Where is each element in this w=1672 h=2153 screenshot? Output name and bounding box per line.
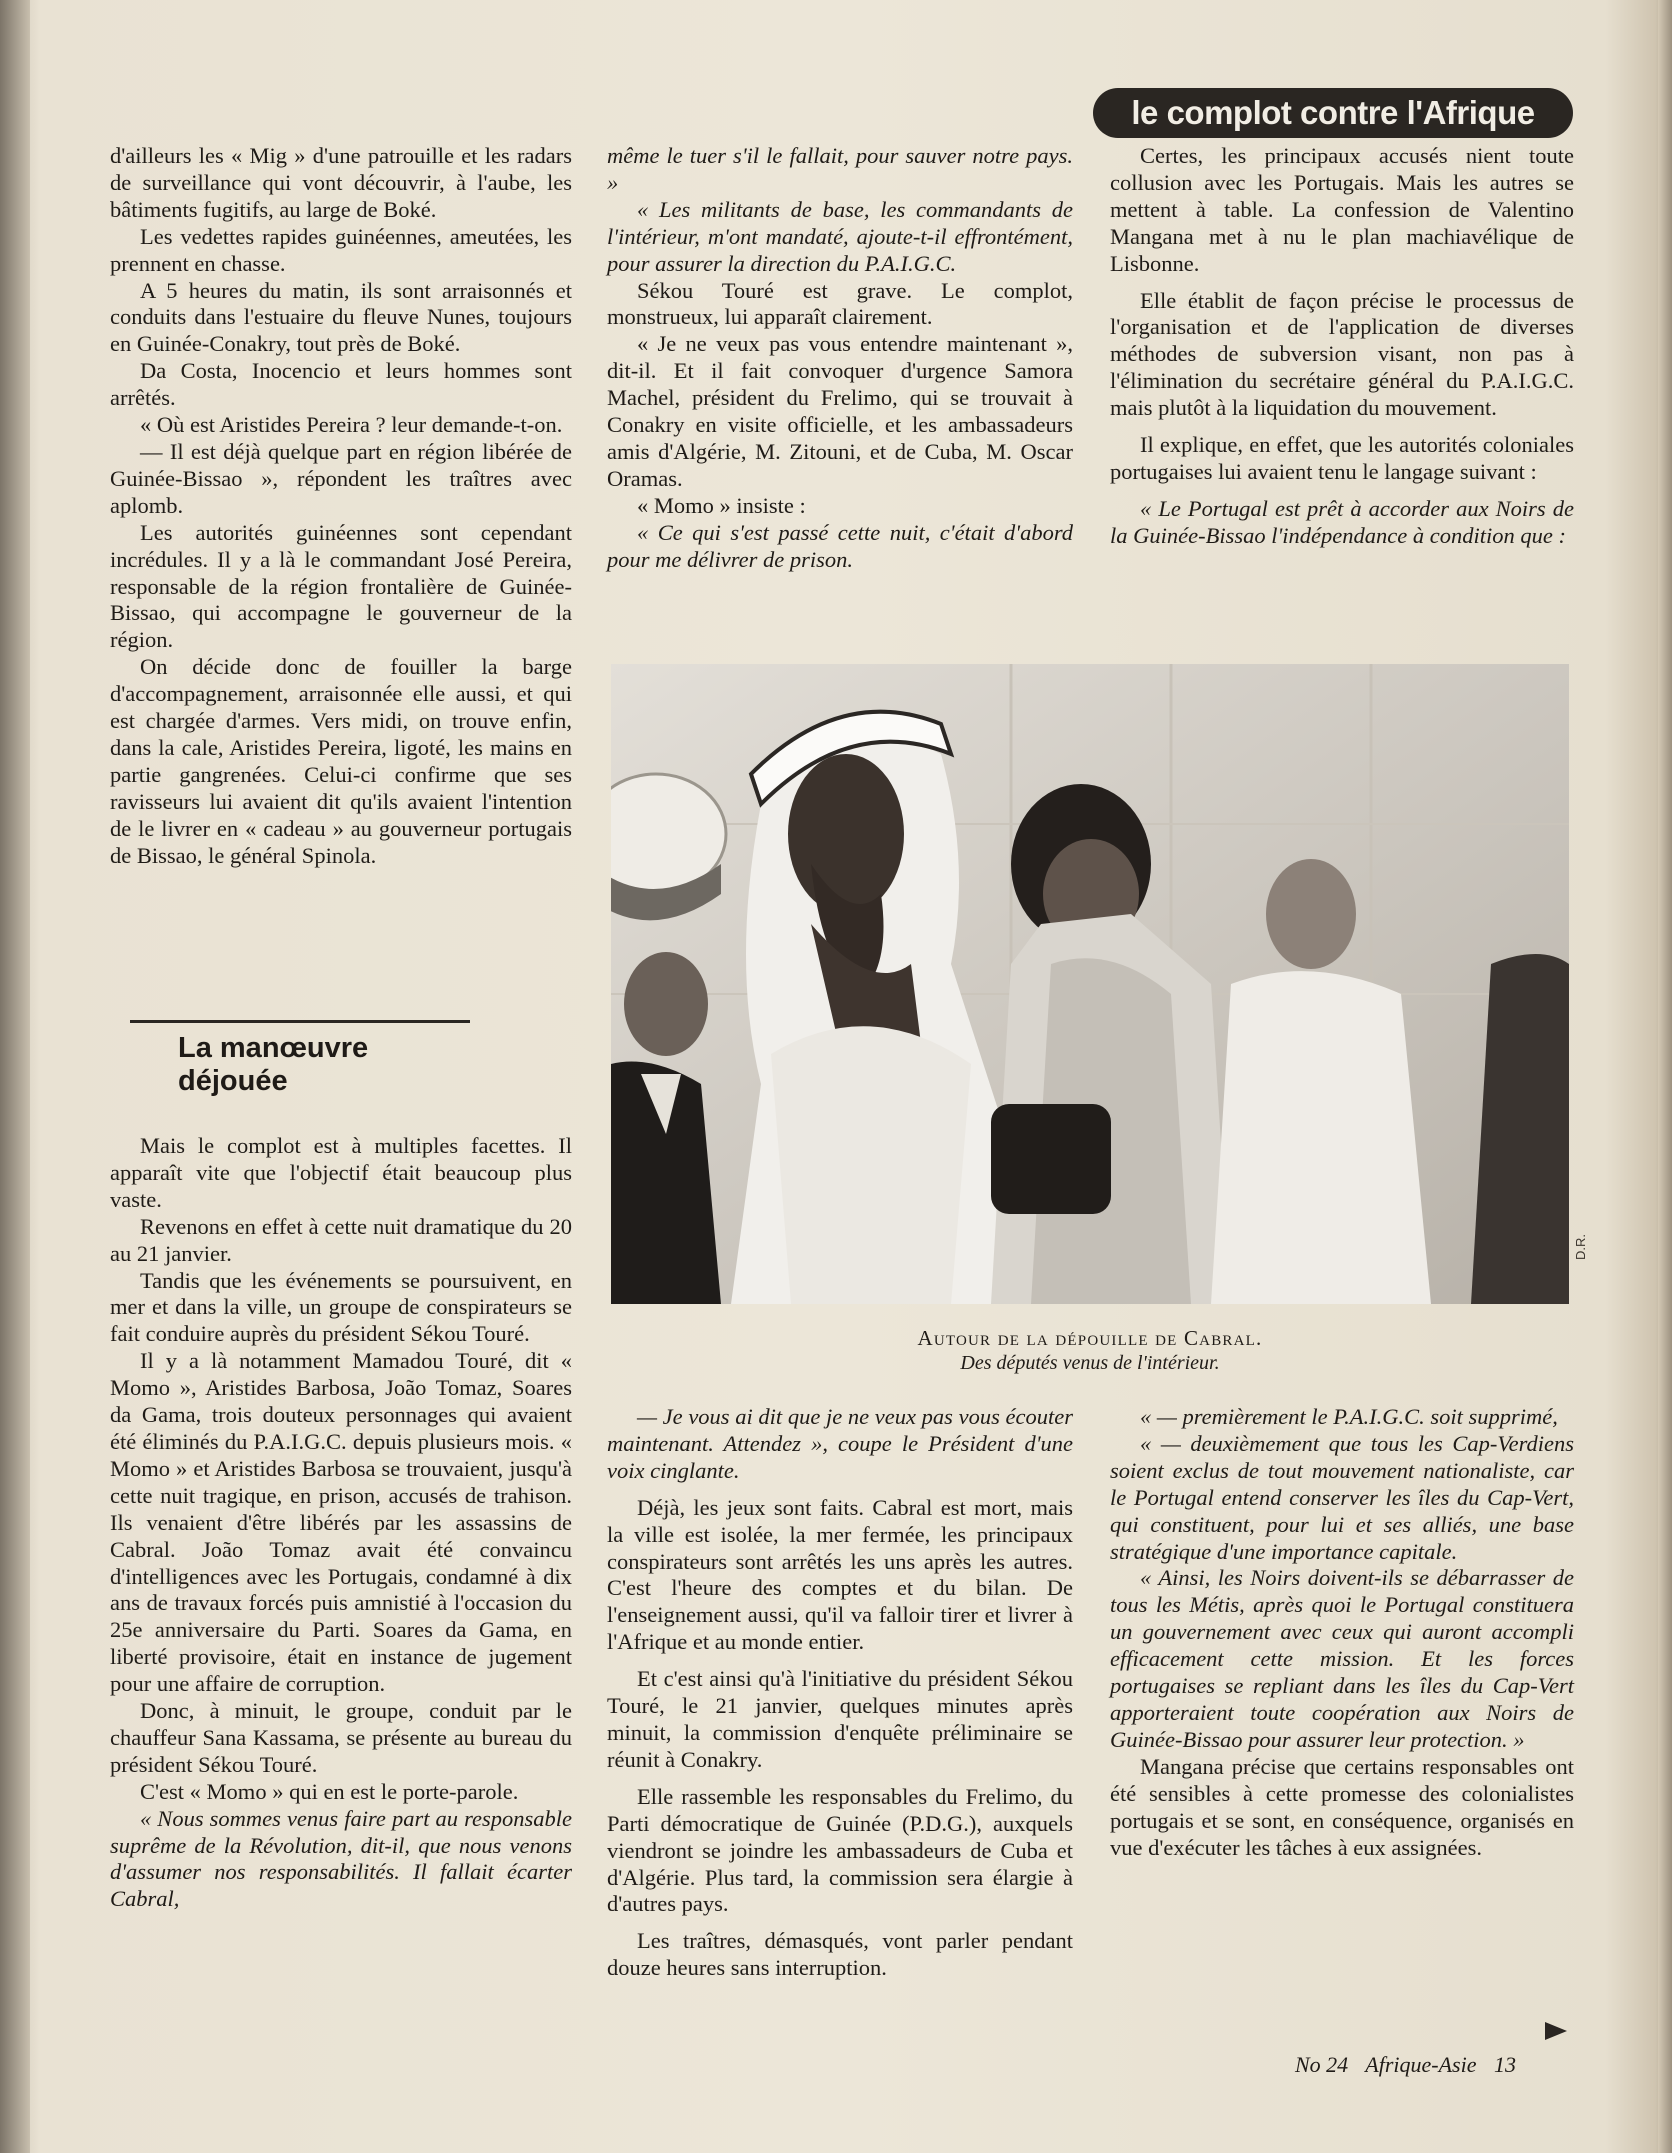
paragraph: Et c'est ainsi qu'à l'initiative du président Sékou Touré, le 21 janvier, quelques minutes après minuit, la commission d'enquête préliminaire se réunit à Conakry. (607, 1666, 1073, 1772)
paragraph: Les vedettes rapides guinéennes, ameutées, les prennent en chasse. (110, 223, 572, 276)
paragraph: même le tuer s'il le fallait, pour sauver notre pays. » (607, 143, 1073, 195)
photo-illustration (611, 664, 1569, 1304)
column-2-bottom (607, 1404, 1073, 1982)
paragraph: On décide donc de fouiller la barge d'accompagnement, arraisonnée elle aussi, et qui est chargée d'armes. Vers midi, on trouve enfin, dans la cale, Aristides Pereira, ligoté, les mains en partie gangrenées. Celui-ci confirme que ses ravisseurs lui avaient dit qu'ils avaient l'intention de le livrer en « cadeau » au gouverneur portugais de Bissao, le général Spinola. (110, 654, 572, 868)
photo-credit: D.R. (1573, 1234, 1588, 1260)
section-subheading (178, 1032, 468, 1098)
paragraph: Tandis que les événements se poursuivent, en mer et dans la ville, un groupe de conspirateurs se fait conduire auprès du président Sékou Touré. (110, 1267, 572, 1347)
section-banner: le complot contre l'Afrique (1093, 88, 1573, 138)
paragraph: Il y a là notamment Mamadou Touré, dit « Momo », Aristides Barbosa, João Tomaz, Soares da Gama, trois douteux personnages qui avaient été éliminés du P.A.I.G.C. depuis plusieurs mois. « Momo » et Aristides Barbosa se trouvaient, jusqu'à cette nuit tragique, en prison, accusés de trahison. Ils venaient d'être libérés par les assassins de Cabral. João Tomaz avait été convaincu d'intelligences avec les Portugais, condamné à dix ans de travaux forcés puis amnistié à l'occasion du 25e anniversaire du Parti. Soares da Gama, en liberté provisoire, était en instance de jugement pour une affaire de corruption. (110, 1348, 572, 1697)
paragraph: Elle établit de façon précise le processus de l'organisation et de l'application de diverses méthodes de subversion visant, non pas à l'élimination du secrétaire général du P.A.I.G.C. mais plutôt à la liquidation du mouvement. (1110, 287, 1574, 421)
page-edge-shadow (1658, 0, 1672, 2153)
paragraph: Certes, les principaux accusés nient toute collusion avec les Portugais. Mais les autres se mettent à table. La confession de Valentino Mangana met à nu le plan machiavélique de Lisbonne. (1110, 143, 1574, 276)
column-3-bottom (1110, 1404, 1574, 1861)
paragraph: Da Costa, Inocencio et leurs hommes sont arrêtés. (110, 358, 572, 411)
caption-title: Autour de la dépouille de Cabral. (917, 1326, 1263, 1350)
news-photo (611, 664, 1569, 1304)
paragraph: Elle rassemble les responsables du Frelimo, du Parti démocratique de Guinée (P.D.G.), auxquels viendront se joindre les ambassadeurs de Cuba et d'Algérie. Plus tard, la commission sera élargie à d'autres pays. (607, 1783, 1073, 1917)
paragraph: Mais le complot est à multiples facettes. Il apparaît vite que l'objectif était beaucoup plus vaste. (110, 1133, 572, 1212)
column-1-top (110, 143, 572, 869)
paragraph: — Il est déjà quelque part en région libérée de Guinée-Bissao », répondent les traîtres avec aplomb. (110, 438, 572, 518)
paragraph: Mangana précise que certains responsables ont été sensibles à cette promesse des colonialistes portugais et se sont, en conséquence, organisés en vue d'exécuter les tâches à eux assignées. (1110, 1753, 1574, 1860)
paragraph: « Les militants de base, les commandants de l'intérieur, m'ont mandaté, ajoute-t-il effrontément, pour assurer la direction du P.A.I.G.C. (607, 196, 1073, 276)
paragraph: Il explique, en effet, que les autorités coloniales portugaises lui avaient tenu le langage suivant : (1110, 432, 1574, 484)
subheading-text: La manœuvre déjouée (178, 1032, 369, 1097)
paragraph: « Ainsi, les Noirs doivent-ils se débarrasser de tous les Métis, après quoi le Portugal constituera un gouvernement avec ceux qui auront accompli efficacement cette mission. Et les forces portugaises se repliant dans les îles du Cap-Vert apporteraient toute coopération aux Noirs de Guinée-Bissao pour assurer leur protection. » (1110, 1565, 1574, 1752)
paragraph: C'est « Momo » qui en est le porte-parole. (140, 1778, 519, 1804)
paragraph: Sékou Touré est grave. Le complot, monstrueux, lui apparaît clairement. (607, 277, 1073, 330)
paragraph: « Ce qui s'est passé cette nuit, c'était d'abord pour me délivrer de prison. (607, 519, 1073, 572)
column-1-bottom (110, 1133, 572, 1913)
paragraph: « Où est Aristides Pereira ? leur demande-t-on. (140, 412, 563, 438)
column-3-top (1110, 143, 1574, 550)
paragraph: « Le Portugal est prêt à accorder aux Noirs de la Guinée-Bissao l'indépendance à condition que : (1110, 495, 1574, 548)
page-number: 13 (1494, 2052, 1516, 2077)
paragraph: d'ailleurs les « Mig » d'une patrouille et les radars de surveillance qui vont découvrir, à l'aube, les bâtiments fugitifs, au large de Boké. (110, 143, 572, 222)
column-2-top (607, 143, 1073, 574)
paragraph: Donc, à minuit, le groupe, conduit par le chauffeur Sana Kassama, se présente au bureau du président Sékou Touré. (110, 1698, 572, 1777)
photo-caption (611, 1326, 1569, 1376)
paragraph: Revenons en effet à cette nuit dramatique du 20 au 21 janvier. (110, 1213, 572, 1266)
paragraph: Les traîtres, démasqués, vont parler pendant douze heures sans interruption. (607, 1928, 1073, 1981)
magazine-name: Afrique-Asie (1365, 2052, 1477, 2077)
paragraph: Déjà, les jeux sont faits. Cabral est mort, mais la ville est isolée, la mer fermée, les principaux conspirateurs sont arrêtés les uns après les autres. C'est l'heure des comptes et du bilan. De l'enseignement aussi, qu'il va falloir tirer et livrer à l'Afrique et au monde entier. (607, 1494, 1073, 1655)
paragraph: Les autorités guinéennes sont cependant incrédules. Il y a là le commandant José Pereira, responsable de la région frontalière de Guinée-Bissao, qui accompagne le gouverneur de la région. (110, 519, 572, 653)
paragraph: A 5 heures du matin, ils sont arraisonnés et conduits dans l'estuaire du fleuve Nunes, toujours en Guinée-Conakry, tout près de Boké. (110, 277, 572, 357)
paragraph: « Je ne veux pas vous entendre maintenant », dit-il. Et il fait convoquer d'urgence Samora Machel, président du Frelimo, qui se trouvait à Conakry en visite officielle, et les ambassadeurs amis d'Algérie, M. Zitouni, et de Cuba, M. Oscar Oramas. (607, 331, 1073, 491)
paragraph: « — deuxièmement que tous les Cap-Verdiens soient exclus de tout mouvement nationaliste, car le Portugal entend conserver les îles du Cap-Vert, qui constituent, pour lui et ses alliés, une base stratégique d'une importance capitale. (1110, 1430, 1574, 1564)
caption-subtitle: Des députés venus de l'intérieur. (960, 1352, 1220, 1374)
subheading-rule (130, 1020, 470, 1023)
paragraph: — Je vous ai dit que je ne veux pas vous écouter maintenant. Attendez », coupe le Président d'une voix cinglante. (607, 1404, 1073, 1483)
continue-arrow-icon (1545, 2022, 1567, 2040)
issue-number: No 24 (1295, 2052, 1349, 2077)
paragraph: « Momo » insiste : (637, 492, 806, 518)
page-footer (1295, 2052, 1528, 2078)
paragraph: « Nous sommes venus faire part au responsable suprême de la Révolution, dit-il, que nous venons d'assumer nos responsabilités. Il fallait écarter Cabral, (110, 1805, 572, 1912)
paragraph: « — premièrement le P.A.I.G.C. soit supprimé, (1140, 1404, 1558, 1429)
page-fold-shadow (0, 0, 30, 2153)
